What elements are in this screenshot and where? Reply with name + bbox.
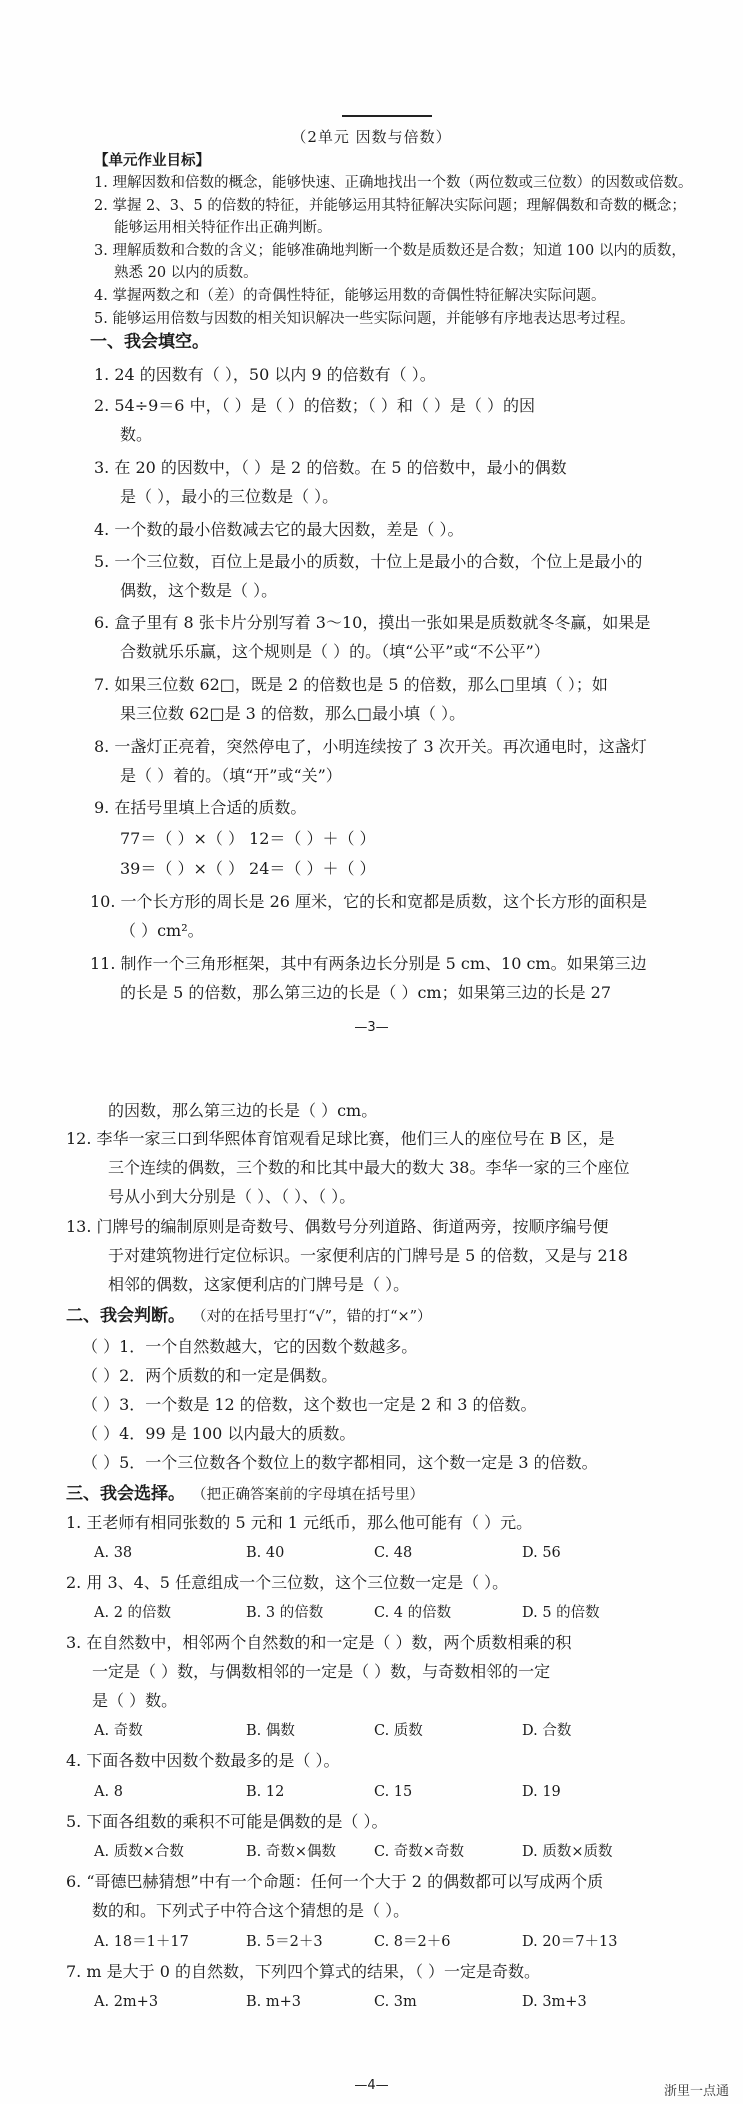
option: C. 3m bbox=[374, 1994, 417, 2010]
option: C. 8＝2＋6 bbox=[374, 1934, 451, 1950]
question-line: 果三位数 62□是 3 的倍数，那么□最小填（ ）。 bbox=[120, 704, 466, 723]
section-3-note: （把正确答案前的字母填在括号里） bbox=[192, 1487, 424, 1503]
goal-line: 5. 能够运用倍数与因数的相关知识解决一些实际问题，并能够有序地表达思考过程。 bbox=[94, 311, 635, 327]
question-line: 的长是 5 的倍数，那么第三边的长是（ ）cm；如果第三边的长是 27 bbox=[120, 983, 612, 1002]
header-rule bbox=[342, 115, 432, 117]
option: A. 质数×合数 bbox=[94, 1844, 184, 1860]
watermark: 浙里一点通 bbox=[663, 2084, 729, 2099]
goal-line: 3. 理解质数和合数的含义；能够准确地判断一个数是质数还是合数；知道 100 以内的质数， bbox=[94, 243, 686, 259]
section-2-note: （对的在括号里打“√”，错的打“×”） bbox=[192, 1309, 432, 1325]
question-line: 77＝（ ）×（ ） 12＝（ ）＋（ ） bbox=[120, 829, 376, 848]
choice-question: 6. “哥德巴赫猜想”中有一个命题：任何一个大于 2 的偶数都可以写成两个质 bbox=[66, 1872, 604, 1891]
goal-line: 熟悉 20 以内的质数。 bbox=[114, 265, 258, 281]
judge-line: （ ）3．一个数是 12 的倍数，这个数也一定是 2 和 3 的倍数。 bbox=[82, 1395, 537, 1414]
question-line: 12. 李华一家三口到华熙体育馆观看足球比赛，他们三人的座位号在 B 区，是 bbox=[66, 1129, 615, 1148]
option: C. 48 bbox=[374, 1545, 413, 1561]
choice-question: 4. 下面各数中因数个数最多的是（ ）。 bbox=[66, 1751, 340, 1770]
choice-question: 7. m 是大于 0 的自然数，下列四个算式的结果，（ ）一定是奇数。 bbox=[66, 1962, 541, 1981]
question-line: 9. 在括号里填上合适的质数。 bbox=[94, 798, 307, 817]
page-number: —3— bbox=[354, 1020, 389, 1035]
question-line: 的因数，那么第三边的长是（ ）cm。 bbox=[108, 1101, 378, 1120]
question-line: 7. 如果三位数 62□，既是 2 的倍数也是 5 的倍数，那么□里填（ ）；如 bbox=[94, 675, 608, 694]
question-line: 1. 24 的因数有（ ），50 以内 9 的倍数有（ ）。 bbox=[94, 365, 436, 384]
question-line: 13. 门牌号的编制原则是奇数号、偶数号分列道路、街道两旁，按顺序编号便 bbox=[66, 1217, 609, 1236]
judge-line: （ ）5．一个三位数各个数位上的数字都相同，这个数一定是 3 的倍数。 bbox=[82, 1453, 598, 1472]
option: B. 40 bbox=[246, 1545, 285, 1561]
question-line: 11. 制作一个三角形框架，其中有两条边长分别是 5 cm、10 cm。如果第三边 bbox=[90, 954, 647, 973]
option: A. 2m+3 bbox=[94, 1994, 159, 2010]
choice-question: 3. 在自然数中，相邻两个自然数的和一定是（ ）数，两个质数相乘的积 bbox=[66, 1633, 572, 1652]
choice-question: 2. 用 3、4、5 任意组成一个三位数，这个三位数一定是（ ）。 bbox=[66, 1573, 509, 1592]
goal-line: 能够运用相关特征作出正确判断。 bbox=[114, 220, 332, 236]
question-line: 是（ ），最小的三位数是（ ）。 bbox=[120, 487, 339, 506]
judge-line: （ ）2．两个质数的和一定是偶数。 bbox=[82, 1366, 338, 1385]
goal-line: 4. 掌握两数之和（差）的奇偶性特征，能够运用数的奇偶性特征解决实际问题。 bbox=[94, 288, 606, 304]
question-line: 5. 一个三位数，百位上是最小的质数，十位上是最小的合数，个位上是最小的 bbox=[94, 552, 643, 571]
option: C. 15 bbox=[374, 1784, 413, 1800]
choice-question: 一定是（ ）数，与偶数相邻的一定是（ ）数，与奇数相邻的一定 bbox=[92, 1662, 551, 1681]
section-1-title: 一、我会填空。 bbox=[90, 332, 209, 352]
question-line: 于对建筑物进行定位标识。一家便利店的门牌号是 5 的倍数，又是与 218 bbox=[108, 1246, 628, 1265]
option: B. 5＝2＋3 bbox=[246, 1934, 323, 1950]
choice-question: 5. 下面各组数的乘积不可能是偶数的是（ ）。 bbox=[66, 1812, 388, 1831]
option: B. 12 bbox=[246, 1784, 285, 1800]
option: D. 56 bbox=[522, 1545, 561, 1561]
unit-title: （2单元 因数与倍数） bbox=[291, 128, 452, 146]
choice-question: 是（ ）数。 bbox=[92, 1691, 178, 1710]
option: C. 4 的倍数 bbox=[374, 1605, 452, 1621]
option: C. 奇数×奇数 bbox=[374, 1844, 464, 1860]
question-line: 2. 54÷9＝6 中，（ ）是（ ）的倍数；（ ）和（ ）是（ ）的因 bbox=[94, 396, 535, 415]
option: A. 2 的倍数 bbox=[94, 1605, 172, 1621]
question-line: （ ）cm²。 bbox=[120, 921, 204, 940]
judge-line: （ ）1．一个自然数越大，它的因数个数越多。 bbox=[82, 1337, 418, 1356]
option: A. 奇数 bbox=[94, 1723, 143, 1739]
question-line: 39＝（ ）×（ ） 24＝（ ）＋（ ） bbox=[120, 859, 376, 878]
option: D. 质数×质数 bbox=[522, 1844, 613, 1860]
question-line: 10. 一个长方形的周长是 26 厘米，它的长和宽都是质数，这个长方形的面积是 bbox=[90, 892, 648, 911]
option: D. 20＝7＋13 bbox=[522, 1934, 618, 1950]
option: D. 5 的倍数 bbox=[522, 1605, 600, 1621]
option: B. 偶数 bbox=[246, 1723, 295, 1739]
goal-line: 1. 理解因数和倍数的概念，能够快速、正确地找出一个数（两位数或三位数）的因数或倍数。 bbox=[94, 175, 693, 191]
question-line: 3. 在 20 的因数中，（ ）是 2 的倍数。在 5 的倍数中，最小的偶数 bbox=[94, 458, 567, 477]
question-line: 合数就乐乐赢，这个规则是（ ）的。（填“公平”或“不公平”） bbox=[120, 642, 550, 661]
option: B. m+3 bbox=[246, 1994, 301, 2010]
choice-question: 1. 王老师有相同张数的 5 元和 1 元纸币，那么他可能有（ ）元。 bbox=[66, 1513, 533, 1532]
question-line: 数。 bbox=[120, 425, 153, 444]
question-line: 偶数，这个数是（ ）。 bbox=[120, 581, 278, 600]
question-line: 4. 一个数的最小倍数减去它的最大因数，差是（ ）。 bbox=[94, 520, 464, 539]
option: D. 合数 bbox=[522, 1723, 572, 1739]
section-3-title: 三、我会选择。 bbox=[66, 1484, 185, 1504]
choice-question: 数的和。下列式子中符合这个猜想的是（ ）。 bbox=[92, 1901, 410, 1920]
option: A. 38 bbox=[94, 1545, 133, 1561]
question-line: 号从小到大分别是（ ）、（ ）、（ ）。 bbox=[108, 1187, 356, 1206]
option: B. 3 的倍数 bbox=[246, 1605, 324, 1621]
option: C. 质数 bbox=[374, 1723, 423, 1739]
option: D. 19 bbox=[522, 1784, 561, 1800]
page-number: —4— bbox=[354, 2078, 389, 2093]
goal-line: 2. 掌握 2、3、5 的倍数的特征，并能够运用其特征解决实际问题；理解偶数和奇数的概念； bbox=[94, 198, 686, 214]
question-line: 是（ ）着的。（填“开”或“关”） bbox=[120, 766, 342, 785]
question-line: 相邻的偶数，这家便利店的门牌号是（ ）。 bbox=[108, 1275, 410, 1294]
question-line: 6. 盒子里有 8 张卡片分别写着 3～10，摸出一张如果是质数就冬冬赢，如果是 bbox=[94, 613, 651, 632]
option: D. 3m+3 bbox=[522, 1994, 587, 2010]
option: A. 18＝1＋17 bbox=[94, 1934, 189, 1950]
question-line: 8. 一盏灯正亮着，突然停电了，小明连续按了 3 次开关。再次通电时，这盏灯 bbox=[94, 737, 647, 756]
judge-line: （ ）4．99 是 100 以内最大的质数。 bbox=[82, 1424, 356, 1443]
question-line: 三个连续的偶数，三个数的和比其中最大的数大 38。李华一家的三个座位 bbox=[108, 1158, 630, 1177]
goals-heading: 【单元作业目标】 bbox=[94, 152, 210, 169]
option: B. 奇数×偶数 bbox=[246, 1844, 337, 1860]
section-2-title: 二、我会判断。 bbox=[66, 1306, 185, 1326]
option: A. 8 bbox=[94, 1784, 123, 1800]
